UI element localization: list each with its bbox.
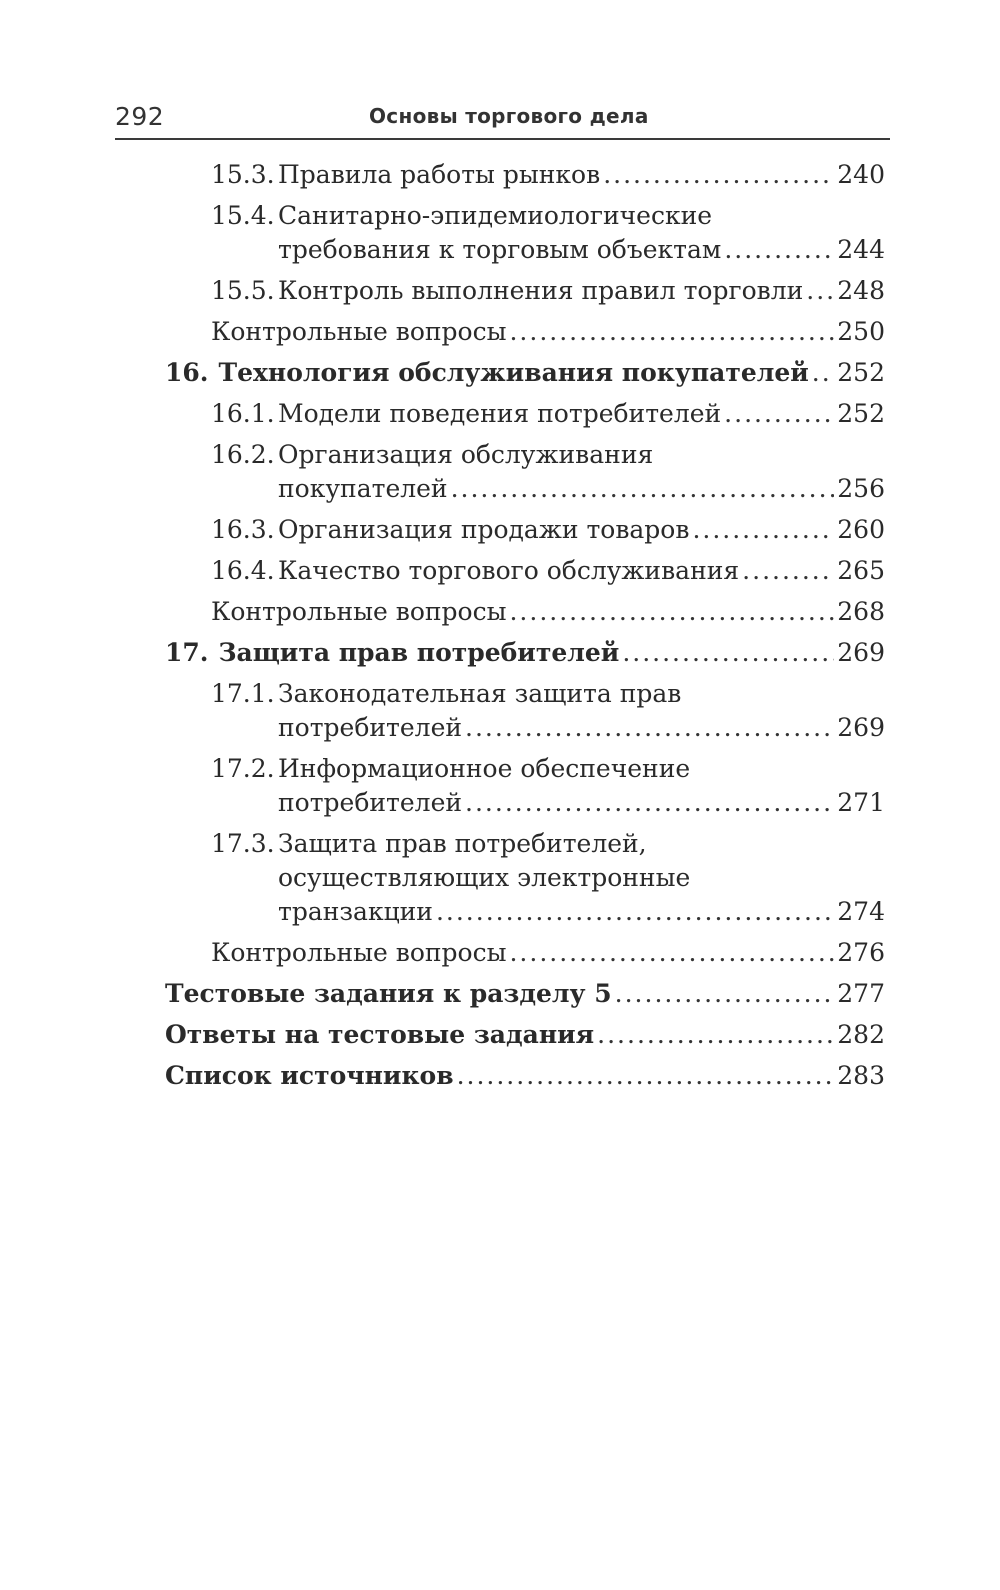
dot-leader (436, 895, 834, 929)
dot-leader (615, 977, 835, 1011)
toc-entry-17-2 (165, 752, 885, 820)
dot-leader (451, 472, 835, 506)
toc-entry-16-2 (165, 438, 885, 506)
dot-leader (742, 554, 834, 588)
toc-chapter-17 (165, 636, 885, 670)
toc-entry-title: Список источников (165, 1061, 454, 1090)
toc-entry-number: 17.1. (211, 679, 275, 708)
toc-entry-page: 252 (837, 358, 885, 387)
toc-entry-page: 240 (837, 160, 885, 189)
dot-leader (509, 936, 834, 970)
toc-entry-number: 15.3. (211, 160, 275, 189)
dot-leader (622, 636, 834, 670)
toc-entry-page: 283 (837, 1061, 885, 1090)
toc-entry-17-1 (165, 677, 885, 745)
toc-entry-page: 250 (837, 317, 885, 346)
toc-entry-review-questions-15 (165, 315, 885, 349)
toc-entry-number: 17.2. (211, 754, 275, 783)
toc-entry-number: 16.2. (211, 440, 275, 469)
toc-entry-page: 269 (837, 713, 885, 742)
toc-entry-title: Контроль выполнения правил торговли (278, 276, 804, 305)
dot-leader (812, 356, 834, 390)
toc-entry-15-5 (165, 274, 885, 308)
toc-entry-page: 252 (837, 399, 885, 428)
toc-entry-16-4 (165, 554, 885, 588)
toc-entry-page: 248 (837, 276, 885, 305)
toc-entry-title: Организация продажи товаров (278, 515, 690, 544)
toc-entry-title: Защита прав потребителей, (278, 829, 647, 858)
toc-entry-number: 15.5. (211, 276, 275, 305)
dot-leader (692, 513, 834, 547)
table-of-contents (165, 158, 885, 1100)
toc-entry-title: Правила работы рынков (278, 160, 601, 189)
toc-entry-page: 268 (837, 597, 885, 626)
toc-entry-title: Контрольные вопросы (211, 938, 507, 967)
toc-entry-page: 282 (837, 1020, 885, 1049)
toc-entry-tests (165, 977, 885, 1011)
toc-entry-title: Контрольные вопросы (211, 317, 507, 346)
toc-entry-15-4 (165, 199, 885, 267)
toc-entry-page: 256 (837, 474, 885, 503)
toc-entry-page: 274 (837, 897, 885, 926)
toc-entry-number: 15.4. (211, 201, 275, 230)
toc-entry-title-continued: требования к торговым объектам (278, 235, 722, 264)
toc-entry-title-continued: покупателей (278, 474, 448, 503)
running-title: Основы торгового дела (369, 104, 649, 128)
toc-entry-number: 16.4. (211, 556, 275, 585)
toc-chapter-number: 17. (165, 638, 209, 667)
toc-entry-title: Тестовые задания к разделу 5 (165, 979, 612, 1008)
dot-leader (603, 158, 834, 192)
dot-leader (597, 1018, 834, 1052)
toc-entry-title-continued: потребителей (278, 788, 463, 817)
toc-entry-page: 260 (837, 515, 885, 544)
toc-entry-title: Контрольные вопросы (211, 597, 507, 626)
toc-entry-title: Законодательная защита прав (278, 679, 682, 708)
dot-leader (509, 595, 834, 629)
toc-entry-page: 265 (837, 556, 885, 585)
toc-entry-15-3 (165, 158, 885, 192)
dot-leader (465, 711, 834, 745)
toc-chapter-16 (165, 356, 885, 390)
toc-entry-answers (165, 1018, 885, 1052)
toc-entry-bibliography (165, 1059, 885, 1093)
page-header (115, 98, 890, 138)
dot-leader (457, 1059, 835, 1093)
toc-entry-page: 269 (837, 638, 885, 667)
toc-entry-title: Организация обслуживания (278, 440, 654, 469)
toc-chapter-title: Технология обслуживания покупателей (218, 358, 809, 387)
toc-entry-17-3 (165, 827, 885, 929)
toc-entry-title: Модели поведения потребителей (278, 399, 722, 428)
toc-entry-page: 244 (837, 235, 885, 264)
toc-chapter-number: 16. (165, 358, 209, 387)
toc-entry-review-questions-17 (165, 936, 885, 970)
toc-entry-16-1 (165, 397, 885, 431)
toc-entry-page: 276 (837, 938, 885, 967)
page-number: 292 (115, 102, 165, 131)
toc-entry-title: Санитарно-эпидемиологические (278, 201, 713, 230)
toc-entry-page: 271 (837, 788, 885, 817)
toc-entry-title: Ответы на тестовые задания (165, 1020, 595, 1049)
toc-entry-title-continued: транзакции (278, 897, 433, 926)
dot-leader (465, 786, 834, 820)
toc-entry-number: 17.3. (211, 829, 275, 858)
toc-entry-number: 16.3. (211, 515, 275, 544)
dot-leader (724, 397, 834, 431)
toc-chapter-title: Защита прав потребителей (218, 638, 620, 667)
toc-entry-title-continued: потребителей (278, 713, 463, 742)
toc-entry-review-questions-16 (165, 595, 885, 629)
toc-entry-number: 16.1. (211, 399, 275, 428)
toc-entry-page: 277 (837, 979, 885, 1008)
toc-entry-title: Информационное обеспечение (278, 754, 691, 783)
toc-entry-16-3 (165, 513, 885, 547)
header-rule (115, 138, 890, 140)
dot-leader (509, 315, 834, 349)
toc-entry-title-continued: осуществляющих электронные (278, 863, 691, 892)
dot-leader (724, 233, 834, 267)
dot-leader (806, 274, 834, 308)
toc-entry-title: Качество торгового обслуживания (278, 556, 740, 585)
